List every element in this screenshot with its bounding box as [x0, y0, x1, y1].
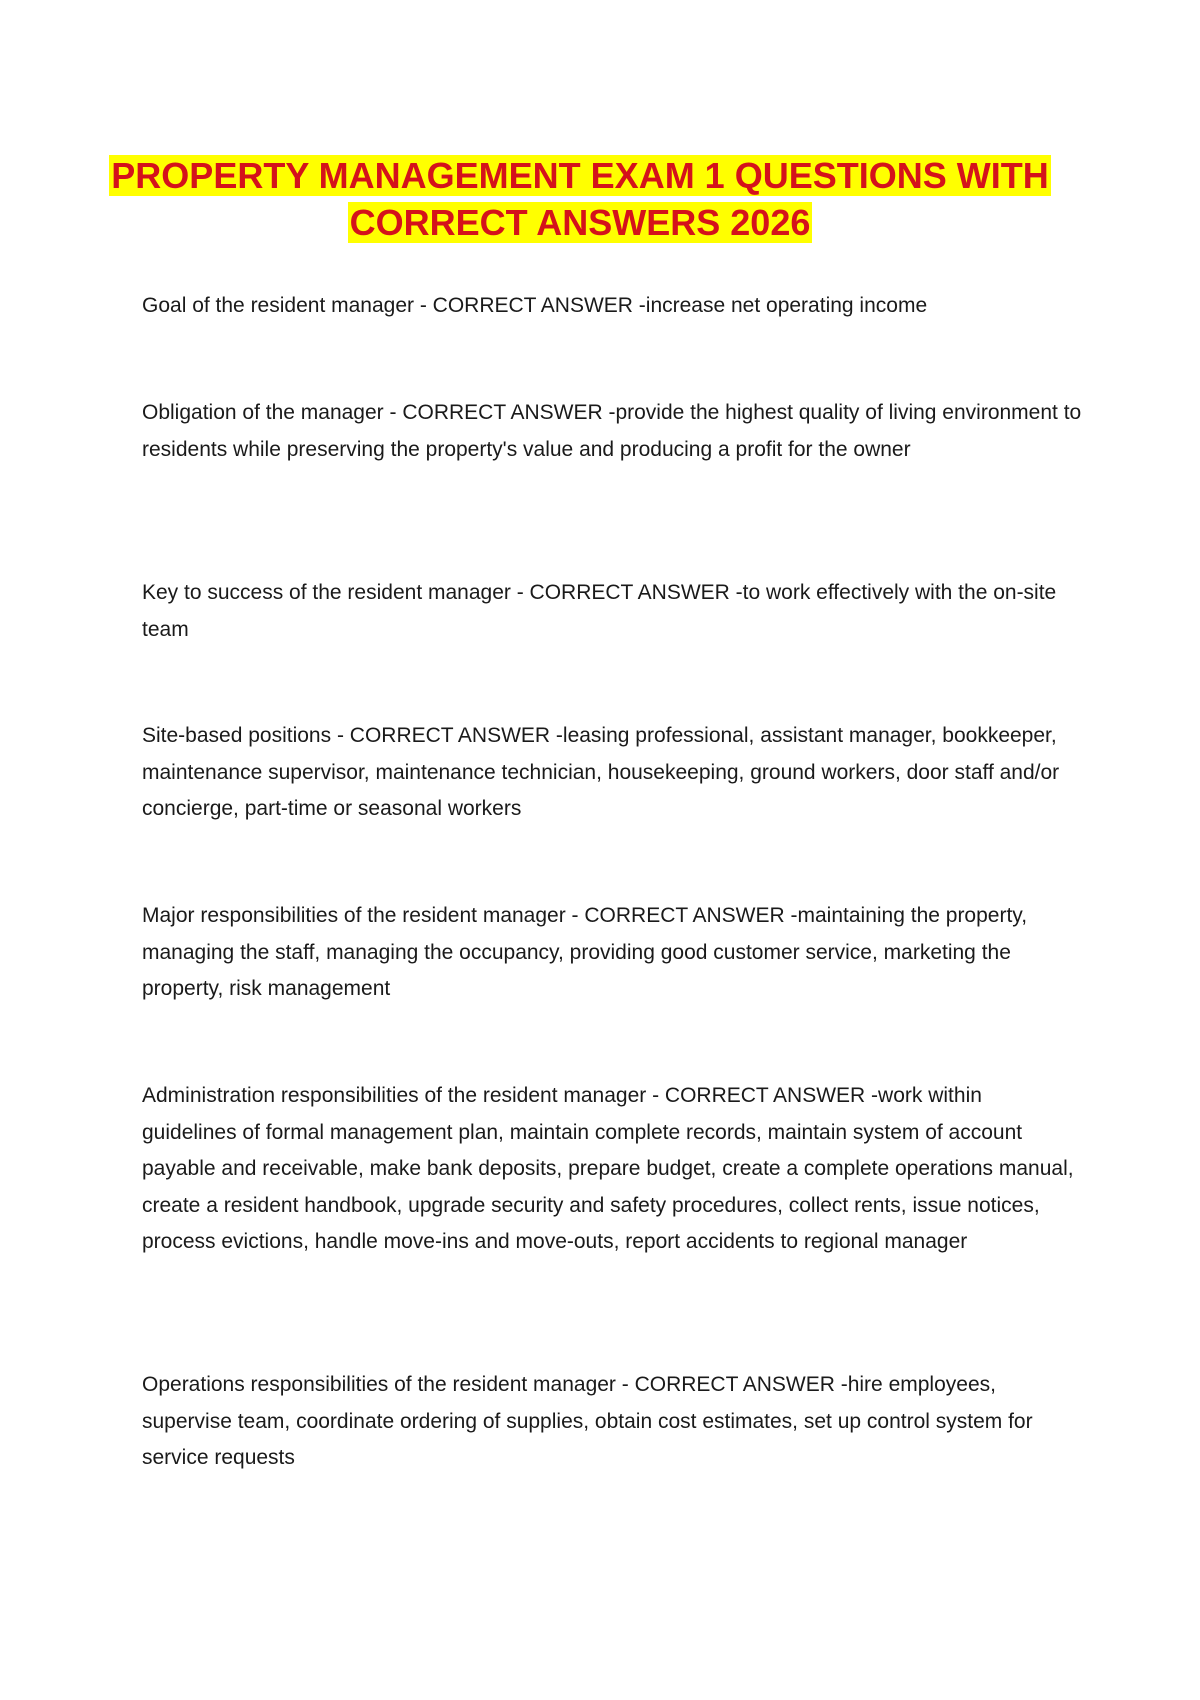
document-title: [100, 152, 1060, 246]
qa-entry-goal: Goal of the resident manager - CORRECT ANSWER -increase net operating income: [142, 294, 928, 317]
document-title-text: PROPERTY MANAGEMENT EXAM 1 QUESTIONS WITH CORRECT ANSWERS 2026: [111, 155, 1049, 243]
qa-entry-operations-responsibilities: Operations responsibilities of the resident manager - CORRECT ANSWER -hire employees, supervise team, coordinate ordering of supplies, obtain cost estimates, set up control system for service requests: [142, 1373, 1033, 1469]
qa-entry-major-responsibilities: Major responsibilities of the resident manager - CORRECT ANSWER -maintaining the property, managing the staff, managing the occupancy, providing good customer service, marketing the property, risk management: [142, 904, 1028, 1000]
qa-entry-site-based-positions: Site-based positions - CORRECT ANSWER -leasing professional, assistant manager, bookkeeper, maintenance supervisor, maintenance technician, housekeeping, ground workers, door staff and/or concierge, part-time or seasonal workers: [142, 724, 1060, 820]
qa-entry-key-to-success: Key to success of the resident manager - CORRECT ANSWER -to work effectively with the on-site team: [142, 581, 1057, 641]
qa-entry-obligation: Obligation of the manager - CORRECT ANSWER -provide the highest quality of living environment to residents while preserving the property's value and producing a profit for the owner: [142, 401, 1082, 461]
qa-entry-administration-responsibilities: Administration responsibilities of the resident manager - CORRECT ANSWER -work within guidelines of formal management plan, maintain complete records, maintain system of account payable and receivable, make bank deposits, prepare budget, create a complete operations manual, create a resident handbook, upgrade security and safety procedures, collect rents, issue notices, process evictions, handle move-ins and move-outs, report accidents to regional manager: [142, 1084, 1074, 1253]
